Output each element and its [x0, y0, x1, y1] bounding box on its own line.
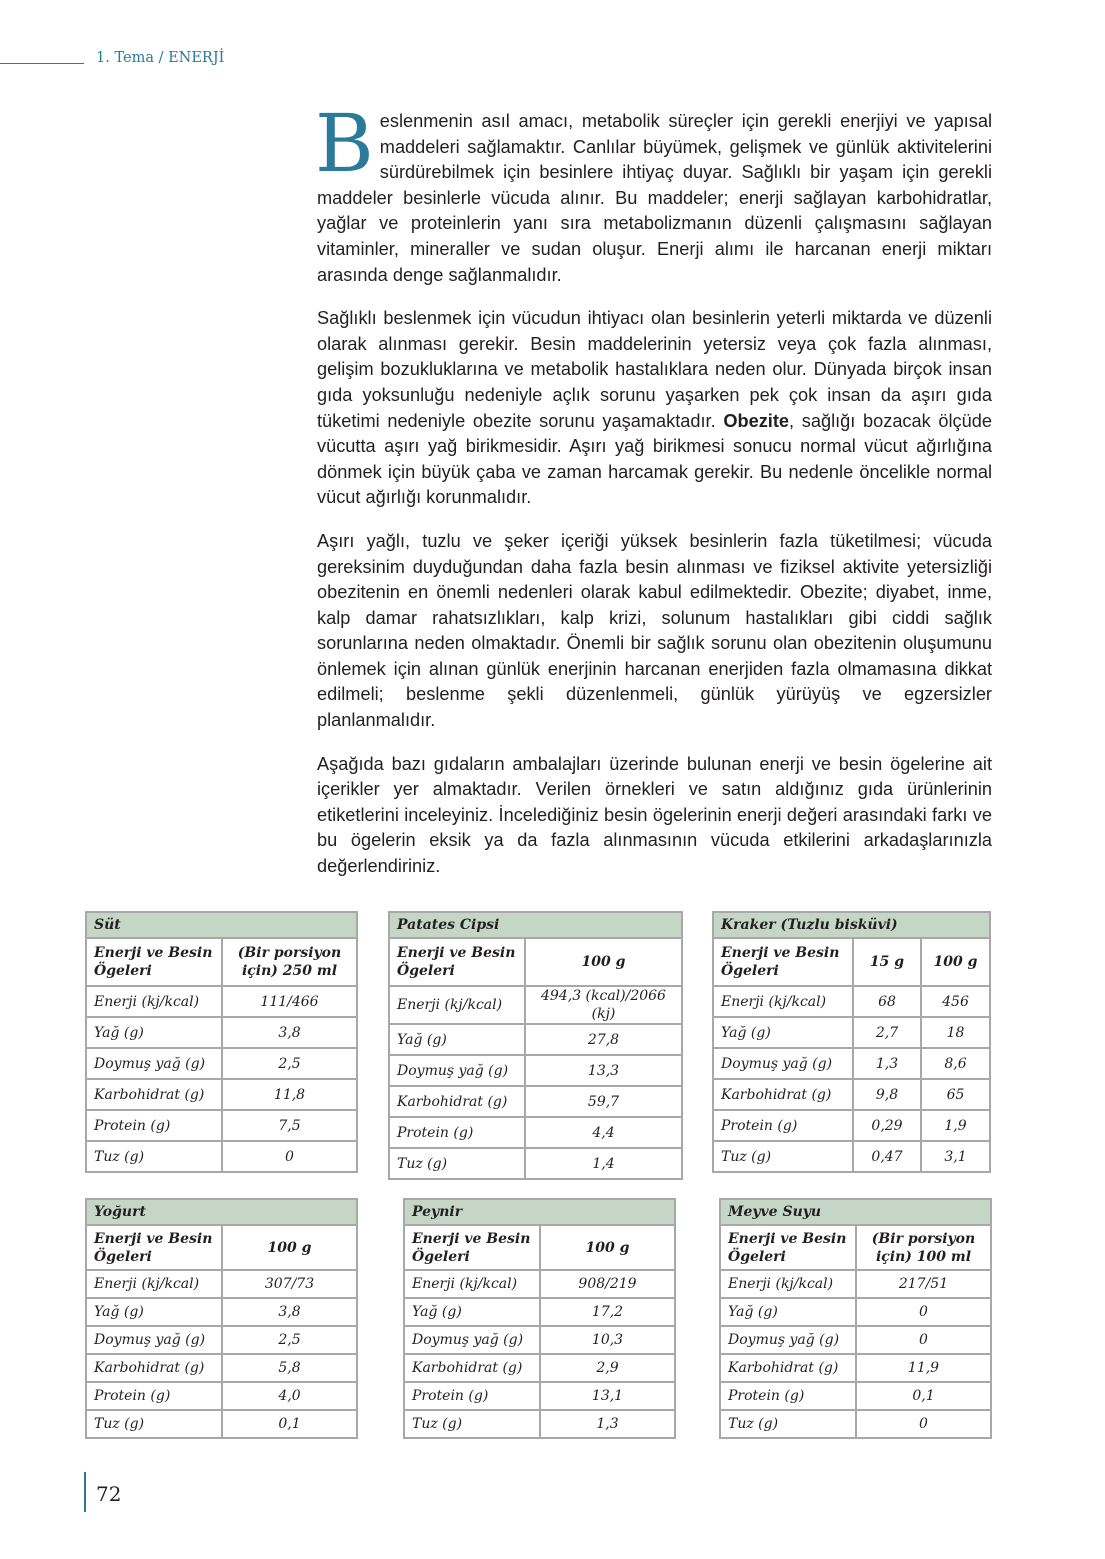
- nutrient-label: Protein (g): [404, 1382, 540, 1410]
- nutrient-value: 1,4: [525, 1148, 682, 1179]
- nutrient-label: Protein (g): [720, 1382, 856, 1410]
- nutrient-value: 59,7: [525, 1086, 682, 1117]
- table-title-row: [720, 1199, 991, 1225]
- paragraph-1: [315, 97, 992, 288]
- paragraph-1-text: eslenmenin asıl amacı, metabolik süreçler için gerekli enerjiyi ve yapısal maddeleri sağlamaktır. Canlılar büyümek, gelişmek ve günlük aktivitelerini sürdürebilmek için besinlere ihtiyaç duyar. Sağlıklı bir yaşam için gerekli maddeler besinlerle vücuda alınır. Bu maddeler; enerji sağlayan karbohidratlar, yağlar ve proteinlerin yanı sıra metabolizmanın düzenli çalışmasını sağlayan vitaminler, mineraller ve sudan oluşur. Enerji alımı ile harcanan enerji miktarı arasında denge sağlanmalıdır.: [317, 111, 992, 285]
- table-row: [86, 986, 357, 1017]
- nutrient-value: 8,6: [921, 1048, 990, 1079]
- nutrient-label: Yağ (g): [86, 1017, 222, 1048]
- nutrient-label: Tuz (g): [720, 1410, 856, 1438]
- table-title: Meyve Suyu: [720, 1199, 991, 1225]
- page-number-rule: [84, 1472, 86, 1512]
- nutrient-value: 5,8: [222, 1354, 357, 1382]
- table-row: [389, 986, 682, 1024]
- nutrient-label: Doymuş yağ (g): [404, 1326, 540, 1354]
- table-row: [713, 1079, 990, 1110]
- paragraph-3: Aşırı yağlı, tuzlu ve şeker içeriği yüksek besinlerin fazla tüketilmesi; vücuda gereksinim duyduğundan daha fazla besin alınması ve fiziksel aktivite yetersizliği obezitenin en önemli nedenleri olarak kabul edilmektedir. Obezite; diyabet, inme, kalp damar rahatsızlıkları, kalp krizi, solunum hastalıkları gibi ciddi sağlık sorunlarına neden olmaktadır. Önemli bir sağlık sorunu olan obezitenin oluşumunu önlemek için alınan günlük enerjinin harcanan enerjiden fazla olmamasına dikkat edilmeli; beslenme şekli düzenlenmeli, günlük yürüyüş ve egzersizler planlanmalıdır.: [317, 530, 992, 731]
- table-row: [86, 1270, 357, 1298]
- table-row: [404, 1298, 675, 1326]
- header-rule: [0, 63, 84, 64]
- paragraph-2-text-a: Sağlıklı beslenmek için vücudun ihtiyacı olan besinlerin yeterli miktarda ve düzenli olarak alınması gerekir. Besin maddelerinin yetersiz veya çok fazla alınması, gelişim bozukluklarına ve metabolik hastalıklara neden olur. Dünyada birçok insan gıda yoksunluğu nedeniyle açlık sorunu yaşarken pek çok insan da aşırı gıda tüketimi nedeniyle obezite sorunu yaşamaktadır.: [317, 308, 992, 431]
- table-header-cell: 100 g: [540, 1225, 675, 1270]
- table-row: [713, 1141, 990, 1172]
- nutrient-label: Doymuş yağ (g): [720, 1326, 856, 1354]
- table-title: Peynir: [404, 1199, 675, 1225]
- nutrient-value: 2,7: [853, 1017, 921, 1048]
- table-header-cell: Enerji ve Besin Ögeleri: [720, 1225, 856, 1270]
- table-row: [713, 1017, 990, 1048]
- nutrient-value: 111/466: [222, 986, 357, 1017]
- table-row: [720, 1354, 991, 1382]
- table-row: [389, 1055, 682, 1086]
- table-meyve-suyu: [719, 1198, 992, 1439]
- nutrient-value: 4,0: [222, 1382, 357, 1410]
- nutrient-label: Enerji (kj/kcal): [404, 1270, 540, 1298]
- nutrient-label: Doymuş yağ (g): [389, 1055, 525, 1086]
- table-header-cell: 15 g: [853, 938, 921, 986]
- nutrient-label: Protein (g): [86, 1110, 222, 1141]
- table-row: [86, 1382, 357, 1410]
- table-header-cell: Enerji ve Besin Ögeleri: [389, 938, 525, 986]
- nutrient-label: Enerji (kj/kcal): [389, 986, 525, 1024]
- table-row: [720, 1382, 991, 1410]
- nutrient-value: 2,5: [222, 1326, 357, 1354]
- nutrient-label: Yağ (g): [720, 1298, 856, 1326]
- table-header-cell: Enerji ve Besin Ögeleri: [86, 1225, 222, 1270]
- nutrient-label: Karbohidrat (g): [404, 1354, 540, 1382]
- table-row: [404, 1354, 675, 1382]
- nutrient-value: 1,9: [921, 1110, 990, 1141]
- nutrient-label: Enerji (kj/kcal): [720, 1270, 856, 1298]
- table-row: [86, 1298, 357, 1326]
- table-row: [389, 1086, 682, 1117]
- table-header-row: [389, 938, 682, 986]
- nutrient-value: 494,3 (kcal)/2066 (kj): [525, 986, 682, 1024]
- nutrient-label: Yağ (g): [389, 1024, 525, 1055]
- table-yogurt: [85, 1198, 358, 1439]
- nutrient-value: 3,1: [921, 1141, 990, 1172]
- nutrient-value: 0,29: [853, 1110, 921, 1141]
- nutrient-value: 3,8: [222, 1298, 357, 1326]
- table-header-cell: 100 g: [525, 938, 682, 986]
- nutrient-label: Karbohidrat (g): [713, 1079, 853, 1110]
- table-title-row: [713, 912, 990, 938]
- nutrient-label: Tuz (g): [86, 1141, 222, 1172]
- table-row: [404, 1410, 675, 1438]
- body-text: [315, 97, 992, 898]
- nutrient-value: 0: [856, 1410, 991, 1438]
- nutrient-value: 4,4: [525, 1117, 682, 1148]
- nutrient-label: Yağ (g): [713, 1017, 853, 1048]
- nutrient-label: Doymuş yağ (g): [86, 1326, 222, 1354]
- nutrient-value: 18: [921, 1017, 990, 1048]
- nutrient-value: 1,3: [853, 1048, 921, 1079]
- table-row: [720, 1326, 991, 1354]
- nutrient-label: Tuz (g): [713, 1141, 853, 1172]
- chapter-header: 1. Tema / ENERJİ: [96, 50, 225, 66]
- table-peynir: [403, 1198, 676, 1439]
- nutrient-value: 0: [222, 1141, 357, 1172]
- table-header-cell: 100 g: [222, 1225, 357, 1270]
- table-header-cell: Enerji ve Besin Ögeleri: [404, 1225, 540, 1270]
- nutrient-label: Doymuş yağ (g): [713, 1048, 853, 1079]
- nutrient-value: 2,9: [540, 1354, 675, 1382]
- table-header-cell: (Bir porsiyon için) 250 ml: [222, 938, 357, 986]
- nutrient-label: Karbohidrat (g): [86, 1079, 222, 1110]
- table-sut: [85, 911, 358, 1173]
- nutrient-value: 17,2: [540, 1298, 675, 1326]
- nutrient-value: 27,8: [525, 1024, 682, 1055]
- table-row: [389, 1024, 682, 1055]
- table-header-row: [720, 1225, 991, 1270]
- table-header-row: [86, 938, 357, 986]
- table-row: [389, 1117, 682, 1148]
- table-row: [86, 1354, 357, 1382]
- nutrient-label: Tuz (g): [404, 1410, 540, 1438]
- paragraph-2: [317, 306, 992, 511]
- nutrient-label: Enerji (kj/kcal): [86, 1270, 222, 1298]
- table-row: [713, 1048, 990, 1079]
- nutrient-value: 2,5: [222, 1048, 357, 1079]
- table-header-row: [86, 1225, 357, 1270]
- nutrient-value: 13,3: [525, 1055, 682, 1086]
- nutrient-value: 0: [856, 1298, 991, 1326]
- nutrient-value: 9,8: [853, 1079, 921, 1110]
- nutrient-label: Karbohidrat (g): [389, 1086, 525, 1117]
- drop-cap: B: [315, 97, 374, 190]
- table-header-cell: 100 g: [921, 938, 990, 986]
- nutrient-value: 65: [921, 1079, 990, 1110]
- table-header-row: [713, 938, 990, 986]
- table-row: [86, 1141, 357, 1172]
- nutrient-label: Yağ (g): [86, 1298, 222, 1326]
- nutrient-label: Protein (g): [86, 1382, 222, 1410]
- nutrient-label: Enerji (kj/kcal): [713, 986, 853, 1017]
- table-row: [713, 986, 990, 1017]
- nutrient-label: Tuz (g): [389, 1148, 525, 1179]
- nutrient-value: 0,1: [856, 1382, 991, 1410]
- table-row: [86, 1326, 357, 1354]
- table-header-cell: Enerji ve Besin Ögeleri: [713, 938, 853, 986]
- table-row: [86, 1017, 357, 1048]
- table-title: Süt: [86, 912, 357, 938]
- table-row: [404, 1270, 675, 1298]
- table-title-row: [86, 912, 357, 938]
- paragraph-2-text-b: , sağlığı bozacak ölçüde vücutta aşırı yağ birikmesidir. Aşırı yağ birikmesi sonucu normal vücut ağırlığına dönmek için büyük çaba ve zaman harcamak gerekir. Bu nedenle öncelikle normal vücut ağırlığı korunmalıdır.: [317, 410, 992, 508]
- table-row: [86, 1048, 357, 1079]
- nutrient-value: 13,1: [540, 1382, 675, 1410]
- nutrient-label: Doymuş yağ (g): [86, 1048, 222, 1079]
- table-row: [404, 1382, 675, 1410]
- nutrient-value: 11,9: [856, 1354, 991, 1382]
- table-row: [720, 1298, 991, 1326]
- table-title: Kraker (Tuzlu bisküvi): [713, 912, 990, 938]
- table-row: [720, 1410, 991, 1438]
- table-row: [404, 1326, 675, 1354]
- nutrient-value: 217/51: [856, 1270, 991, 1298]
- nutrient-value: 68: [853, 986, 921, 1017]
- nutrient-value: 0: [856, 1326, 991, 1354]
- nutrient-label: Karbohidrat (g): [720, 1354, 856, 1382]
- table-row: [86, 1079, 357, 1110]
- nutrient-label: Protein (g): [389, 1117, 525, 1148]
- nutrient-value: 307/73: [222, 1270, 357, 1298]
- nutrient-label: Yağ (g): [404, 1298, 540, 1326]
- table-kraker: [712, 911, 991, 1173]
- nutrient-label: Tuz (g): [86, 1410, 222, 1438]
- nutrient-value: 0,47: [853, 1141, 921, 1172]
- paragraph-4: Aşağıda bazı gıdaların ambalajları üzerinde bulunan enerji ve besin ögelerine ait içerikler yer almaktadır. Verilen örnekleri ve satın aldığınız gıda ürünlerinin etiketlerini inceleyiniz. İncelediğiniz besin ögelerinin enerji değeri arasındaki farkı ve bu ögelerin eksik ya da fazla alınmasının vücuda etkilerini arkadaşlarınızla değerlendiriniz.: [317, 753, 992, 877]
- table-row: [86, 1410, 357, 1438]
- table-row: [713, 1110, 990, 1141]
- table-row: [389, 1148, 682, 1179]
- table-header-row: [404, 1225, 675, 1270]
- nutrient-label: Karbohidrat (g): [86, 1354, 222, 1382]
- nutrient-value: 908/219: [540, 1270, 675, 1298]
- nutrient-value: 7,5: [222, 1110, 357, 1141]
- table-title-row: [389, 912, 682, 938]
- table-patates-cipsi: [388, 911, 683, 1180]
- table-header-cell: Enerji ve Besin Ögeleri: [86, 938, 222, 986]
- paragraph-2-bold-term: Obezite: [723, 410, 790, 431]
- table-header-cell: (Bir porsiyon için) 100 ml: [856, 1225, 991, 1270]
- table-title-row: [404, 1199, 675, 1225]
- nutrient-label: Enerji (kj/kcal): [86, 986, 222, 1017]
- table-title: Patates Cipsi: [389, 912, 682, 938]
- nutrient-value: 3,8: [222, 1017, 357, 1048]
- nutrient-value: 0,1: [222, 1410, 357, 1438]
- table-row: [86, 1110, 357, 1141]
- nutrient-value: 10,3: [540, 1326, 675, 1354]
- page-number: 72: [96, 1482, 122, 1506]
- table-title: Yoğurt: [86, 1199, 357, 1225]
- nutrient-label: Protein (g): [713, 1110, 853, 1141]
- table-title-row: [86, 1199, 357, 1225]
- nutrient-value: 1,3: [540, 1410, 675, 1438]
- nutrient-value: 11,8: [222, 1079, 357, 1110]
- table-row: [720, 1270, 991, 1298]
- nutrient-value: 456: [921, 986, 990, 1017]
